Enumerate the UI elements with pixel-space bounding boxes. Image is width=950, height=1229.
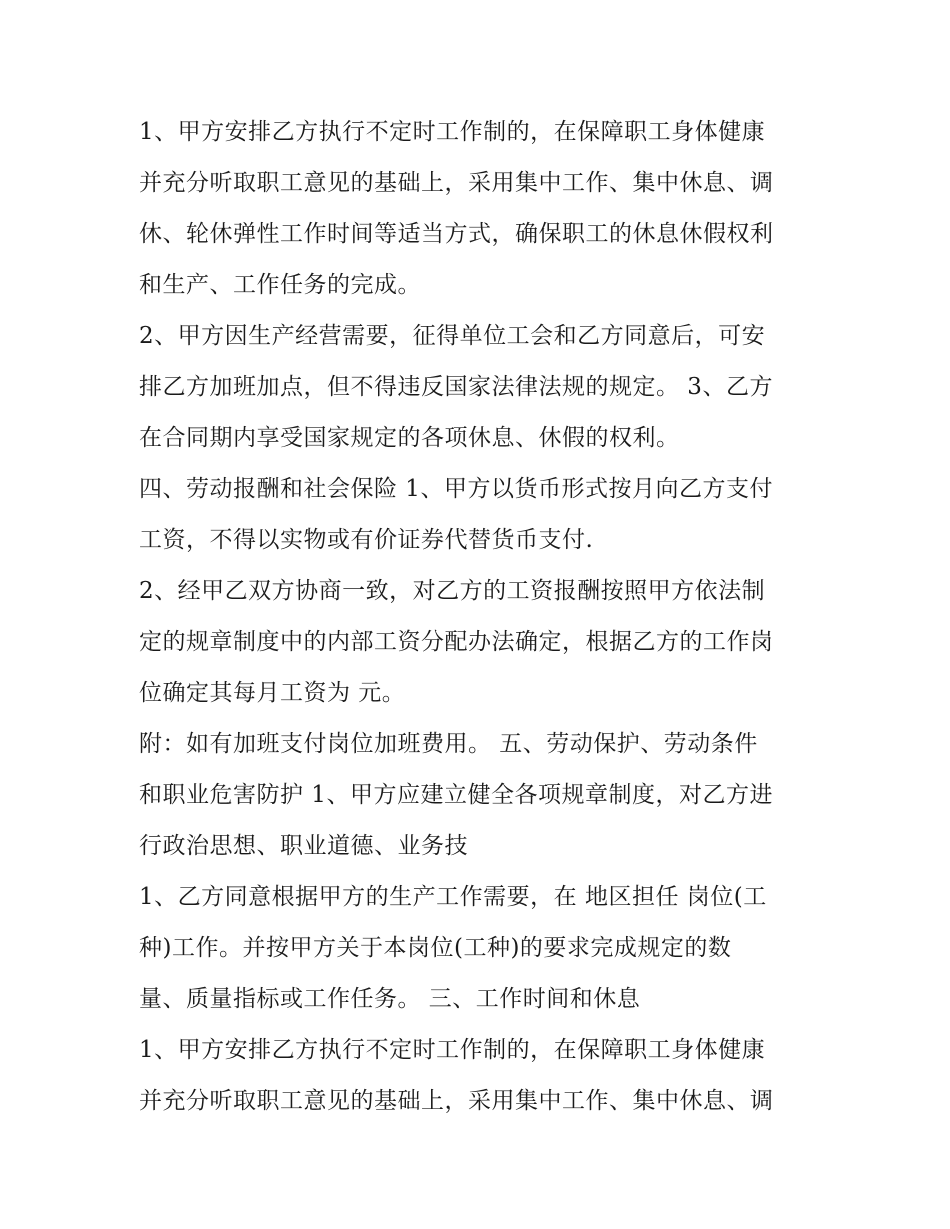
text-line: 并充分听取职工意见的基础上，采用集中工作、集中休息、调 bbox=[139, 170, 774, 196]
text-line: 四、劳动报酬和社会保险 1、甲方以货币形式按月向乙方支付 bbox=[139, 476, 773, 502]
text-line: 位确定其每月工资为 元。 bbox=[139, 680, 406, 706]
text-line: 1、甲方安排乙方执行不定时工作制的，在保障职工身体健康 bbox=[139, 119, 766, 145]
text-line: 1、乙方同意根据甲方的生产工作需要，在 地区担任 岗位(工 bbox=[139, 884, 767, 910]
text-line: 2、甲方因生产经营需要，征得单位工会和乙方同意后，可安 bbox=[139, 323, 766, 349]
text-line: 工资，不得以实物或有价证券代替货币支付. bbox=[139, 527, 594, 553]
text-line: 定的规章制度中的内部工资分配办法确定，根据乙方的工作岗 bbox=[139, 629, 774, 655]
text-line: 1、甲方安排乙方执行不定时工作制的，在保障职工身体健康 bbox=[139, 1037, 766, 1063]
text-line: 行政治思想、职业道德、业务技 bbox=[139, 833, 468, 859]
text-line: 在合同期内享受国家规定的各项休息、休假的权利。 bbox=[139, 425, 680, 451]
text-line: 休、轮休弹性工作时间等适当方式，确保职工的休息休假权利 bbox=[139, 221, 774, 247]
text-line: 2、经甲乙双方协商一致，对乙方的工资报酬按照甲方依法制 bbox=[139, 578, 766, 604]
text-line: 和生产、工作任务的完成。 bbox=[139, 272, 421, 298]
text-line: 量、质量指标或工作任务。 三、工作时间和休息 bbox=[139, 986, 641, 1012]
text-line: 和职业危害防护 1、甲方应建立健全各项规章制度，对乙方进 bbox=[139, 782, 773, 808]
text-line: 并充分听取职工意见的基础上，采用集中工作、集中休息、调 bbox=[139, 1088, 774, 1114]
text-line: 种)工作。并按甲方关于本岗位(工种)的要求完成规定的数 bbox=[139, 935, 732, 961]
document-body bbox=[139, 107, 819, 1127]
text-line: 附：如有加班支付岗位加班费用。 五、劳动保护、劳动条件 bbox=[139, 731, 758, 757]
text-line: 排乙方加班加点，但不得违反国家法律法规的规定。 3、乙方 bbox=[139, 374, 773, 400]
